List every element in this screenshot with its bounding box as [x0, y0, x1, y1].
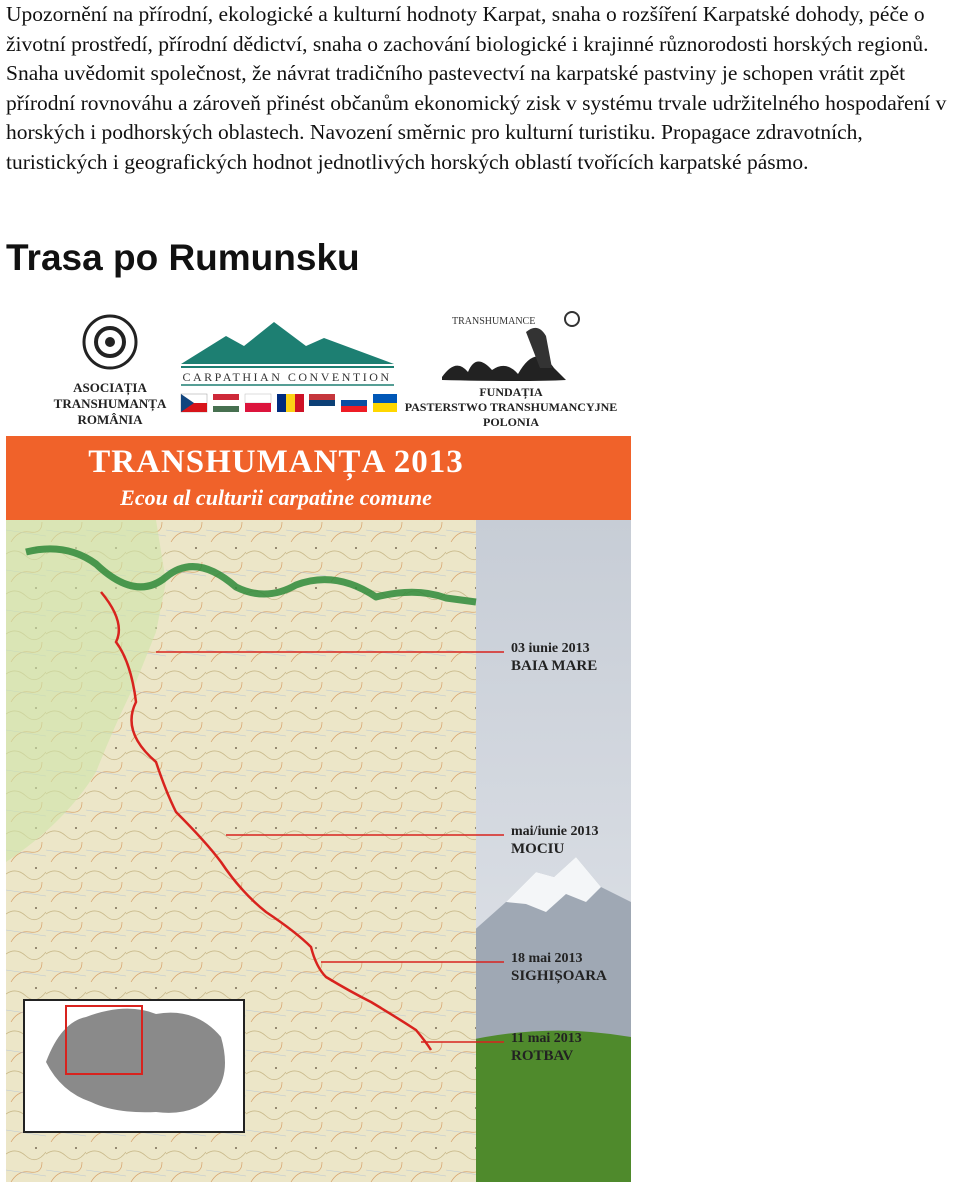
banner-subtitle: Ecou al culturii carpatine comune — [120, 485, 432, 510]
country-flags — [181, 394, 397, 412]
banner-title: TRANSHUMANȚA 2013 — [88, 444, 464, 480]
stop-place: ROTBAV — [511, 1048, 574, 1064]
logo-left-line-1: ASOCIAȚIA — [73, 380, 147, 395]
stop-place: MOCIU — [511, 841, 565, 857]
route-map — [6, 520, 476, 1182]
inset-map — [24, 1000, 244, 1132]
logo-left-line-2: TRANSHUMANȚA — [53, 396, 167, 411]
logo-right-line-3: POLONIA — [482, 415, 540, 429]
stop-date: 18 mai 2013 — [511, 951, 583, 966]
poster-banner — [6, 436, 631, 520]
stop-date: 03 iunie 2013 — [511, 641, 590, 656]
logo-right-line-2: PASTERSTWO TRANSHUMANCYJNE — [404, 400, 618, 414]
stop-place: BAIA MARE — [511, 658, 598, 674]
logo-right-top-label: TRANSHUMANCE — [452, 316, 536, 327]
logo-left-line-3: ROMÂNIA — [77, 412, 143, 427]
intro-paragraph: Upozornění na přírodní, ekologické a kulturní hodnoty Karpat, snaha o rozšíření Karpatské dohody, péče o životní prostředí, přírodní dědictví, snaha o zachování biologické i krajinné různorodosti horských regionů. Snaha uvědomit společnost, že návrat tradičního pastevectví na karpatské pastviny je schopen vrátit zpět přírodní rovnováhu a zároveň přinést občanům ekonomický zisk v systému trvale udržitelného hospodaření v horských i podhorských oblastech. Navození směrnic pro kulturní turistiku. Propagace zdravotních, turistických i geografických hodnot jednotlivých horských oblastí tvořících karpatské pásmo. — [6, 2, 947, 174]
section-heading: Trasa po Rumunsku — [6, 237, 360, 278]
stop-place: SIGHIȘOARA — [511, 968, 607, 984]
logo-carpathian-convention — [181, 322, 397, 412]
stop-date: mai/iunie 2013 — [511, 824, 599, 839]
logo-right-line-1: FUNDAȚIA — [479, 385, 543, 399]
logo-asociatia — [54, 316, 167, 427]
stop-date: 11 mai 2013 — [511, 1031, 582, 1046]
transhumance-poster — [6, 302, 631, 1182]
logo-fundatia — [405, 312, 618, 429]
logo-center-label: CARPATHIAN CONVENTION — [182, 370, 392, 384]
